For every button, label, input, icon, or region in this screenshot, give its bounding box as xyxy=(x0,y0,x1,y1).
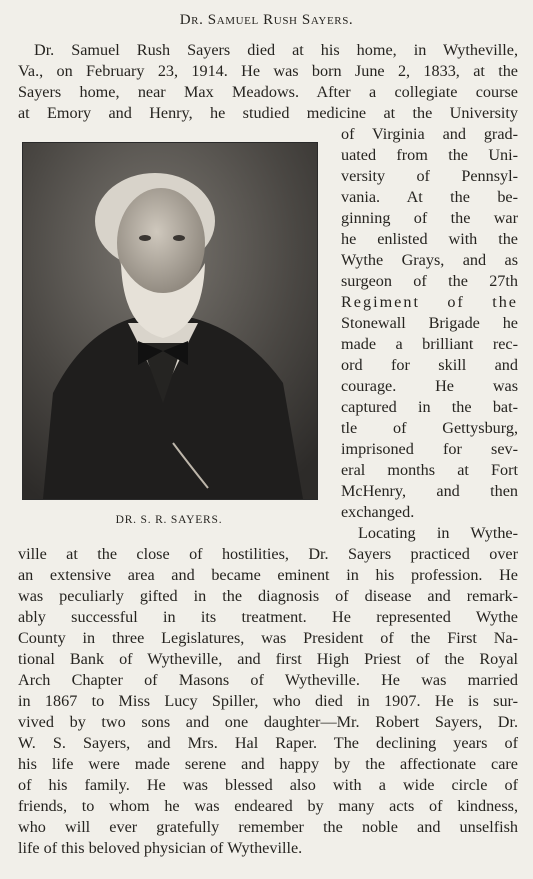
column-line: ginning of the war xyxy=(341,209,518,227)
column-line: McHenry, and then xyxy=(341,482,518,500)
body-line: friends, to whom he was endeared by many acts of kindness, xyxy=(18,797,518,815)
body-line: in 1867 to Miss Lucy Spiller, who died in 1907. He is sur- xyxy=(18,692,518,710)
column-line: tle of Gettysburg, xyxy=(341,419,518,437)
body-line: tional Bank of Wytheville, and first High Priest of the Royal xyxy=(18,650,518,668)
body-line: life of this beloved physician of Wytheville. xyxy=(18,839,303,857)
body-line: County in three Legislatures, was President of the First Na- xyxy=(18,629,518,647)
body-line: Arch Chapter of Masons of Wytheville. He was married xyxy=(18,671,518,689)
article-title: Dr. Samuel Rush Sayers. xyxy=(179,12,354,28)
body-line: at Emory and Henry, he studied medicine at the University xyxy=(18,104,518,122)
column-line: eral months at Fort xyxy=(341,461,518,479)
body-line: ville at the close of hostilities, Dr. Sayers practiced over xyxy=(18,545,518,563)
column-line: uated from the Uni- xyxy=(341,146,518,164)
portrait-photo xyxy=(22,142,318,500)
body-line: Sayers home, near Max Meadows. After a collegiate course xyxy=(18,83,518,101)
column-line: surgeon of the 27th xyxy=(341,272,518,290)
body-line: an extensive area and became eminent in his profession. He xyxy=(18,566,518,584)
column-line: imprisoned for sev- xyxy=(341,440,518,458)
column-line: Regiment of the xyxy=(341,293,518,311)
column-line: exchanged. xyxy=(341,503,415,521)
column-line: he enlisted with the xyxy=(341,230,518,248)
body-line: vived by two sons and one daughter—Mr. Robert Sayers, Dr. xyxy=(18,713,518,731)
body-line: of his family. He was blessed also with a wide circle of xyxy=(18,776,518,794)
body-line: Dr. Samuel Rush Sayers died at his home, in Wytheville, xyxy=(34,41,518,59)
column-line: Stonewall Brigade he xyxy=(341,314,518,332)
column-line: of Virginia and grad- xyxy=(341,125,518,143)
body-line: ably successful in its treatment. He represented Wythe xyxy=(18,608,518,626)
column-line: courage. He was xyxy=(341,377,518,395)
body-line: Va., on February 23, 1914. He was born June 2, 1833, at the xyxy=(18,62,518,80)
column-line: Locating in Wythe- xyxy=(358,524,518,542)
body-line: W. S. Sayers, and Mrs. Hal Raper. The declining years of xyxy=(18,734,518,752)
column-line: Wythe Grays, and as xyxy=(341,251,518,269)
column-line: made a brilliant rec- xyxy=(341,335,518,353)
body-line: his life were made serene and happy by the affectionate care xyxy=(18,755,518,773)
column-line: ord for skill and xyxy=(341,356,518,374)
column-line: captured in the bat- xyxy=(341,398,518,416)
body-line: was peculiarly gifted in the diagnosis of disease and remark- xyxy=(18,587,518,605)
photo-caption: DR. S. R. SAYERS. xyxy=(115,514,223,526)
column-line: versity of Pennsyl- xyxy=(341,167,518,185)
column-line: vania. At the be- xyxy=(341,188,518,206)
body-line: who will ever gratefully remember the noble and unselfish xyxy=(18,818,518,836)
